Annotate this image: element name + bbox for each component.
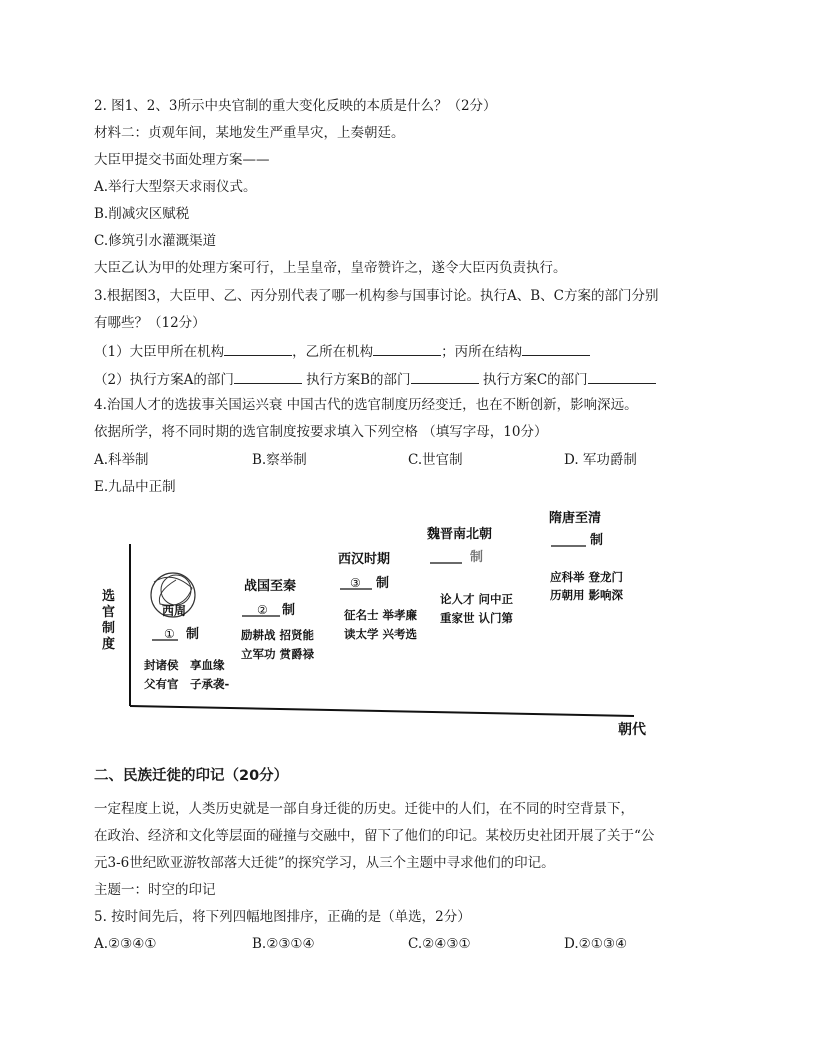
answer-blank[interactable] [411,369,479,384]
selection-system-figure [94,500,664,745]
stage-xihan [338,551,418,641]
stage-number: ① [164,627,175,641]
stage-suffix: 制 [376,576,390,591]
y-axis-label-3: 制 [102,621,116,636]
stage-number: ② [257,603,268,617]
stage-note: 征名士 举孝廉 [344,608,418,622]
sub1-part3: ；丙所在结构 [441,344,523,360]
q4-option-b: B.察举制 [252,452,307,468]
stage-zhanguo-qin [241,578,315,661]
stage-period: 西汉时期 [338,552,391,567]
question-3-sub1 [94,341,590,361]
answer-blank[interactable] [224,341,292,356]
answer-blank[interactable] [234,369,302,384]
x-axis [130,706,634,716]
stage-note: 读太学 兴考选 [344,627,418,641]
question-4-line2: 依据所学，将不同时期的选官制度按要求填入下列空格 （填写字母，10分） [94,424,548,440]
section-2-paragraph-3: 元3-6世纪欧亚游牧部落大迁徙”的探究学习，从三个主题中寻求他们的印记。 [94,855,555,871]
theme-1-title: 主题一：时空的印记 [94,882,216,898]
stage-period: 隋唐至清 [549,511,602,526]
plan-b: B.削减灾区赋税 [94,206,190,222]
q4-option-e: E.九品中正制 [94,479,176,495]
section-2-title: 二、民族迁徙的印记（20分） [94,768,289,784]
stage-period: 西周 [162,604,187,618]
y-axis-label-4: 度 [102,637,116,652]
stage-note: 重家世 认门第 [440,611,514,625]
stage-note: 立军功 赏爵禄 [241,647,315,661]
plan-c: C.修筑引水灌溉渠道 [94,233,217,249]
y-axis-label-2: 官 [102,605,116,620]
sub1-part1: （1）大臣甲所在机构 [94,344,225,360]
sub2-part3: 执行方案C的部门 [478,372,588,388]
minister-a-text: 大臣甲提交书面处理方案—— [94,152,270,168]
q5-option-d: D.②①③④ [564,936,628,952]
stage-note: 论人才 问中正 [440,592,514,606]
stage-number: ③ [350,576,361,590]
answer-blank[interactable] [588,369,656,384]
q4-option-d: D. 军功爵制 [564,452,637,468]
y-axis-label-1: 选 [102,589,116,604]
question-4-line1: 4.治国人才的选拔事关国运兴衰 中国古代的选官制度历经变迁，也在不断创新，影响深远。 [94,397,638,413]
stage-note: 封诸侯 享血缘 [144,658,225,672]
question-5: 5. 按时间先后，将下列四幅地图排序，正确的是（单选，2分） [94,909,471,925]
q4-option-a: A.科举制 [94,452,149,468]
scribble-mark [161,575,191,605]
stage-suffix: 制 [590,533,604,548]
stage-period: 战国至秦 [244,579,297,594]
stage-note: 应科举 登龙门 [550,570,624,584]
stage-note: 励耕战 招贤能 [241,628,315,642]
minister-b-text: 大臣乙认为甲的处理方案可行，上呈皇帝，皇帝赞许之，遂令大臣丙负责执行。 [94,260,567,276]
stage-note: 父有官 子承袭- [144,677,230,691]
stage-suffix: 制 [186,627,200,642]
stage-period: 魏晋南北朝 [427,527,493,542]
stage-suitang-qing [549,510,624,602]
stage-xizhou [144,573,229,691]
stage-suffix: 制 [282,603,296,618]
question-3-sub2 [94,369,656,389]
q5-option-b: B.②③①④ [252,936,315,952]
q4-option-c: C.世官制 [408,452,463,468]
sub1-part2: ，乙所在机构 [292,344,374,360]
question-3-line1: 3.根据图3，大臣甲、乙、丙分别代表了哪一机构参与国事讨论。执行A、B、C方案的部门分别 [94,288,659,304]
material-2: 材料二：贞观年间，某地发生严重旱灾，上奏朝廷。 [94,125,405,141]
stage-note: 历朝用 影响深 [550,588,624,602]
answer-blank[interactable] [373,341,441,356]
question-3-line2: 有哪些？（12分） [94,315,206,331]
x-axis-label: 朝代 [618,722,646,738]
sub2-part2: 执行方案B的部门 [301,372,411,388]
stage-weijin [427,526,514,625]
sub2-part1: （2）执行方案A的部门 [94,372,234,388]
stage-suffix: 制 [470,550,484,565]
question-2: 2. 图1、2、3所示中央官制的重大变化反映的本质是什么？（2分） [94,98,497,114]
section-2-paragraph-2: 在政治、经济和文化等层面的碰撞与交融中，留下了他们的印记。某校历史社团开展了关于“公 [94,828,655,844]
q5-option-a: A.②③④① [94,936,157,952]
answer-blank[interactable] [522,341,590,356]
plan-a: A.举行大型祭天求雨仪式。 [94,179,257,195]
q5-option-c: C.②④③① [408,936,471,952]
section-2-paragraph-1: 一定程度上说，人类历史就是一部自身迁徙的历史。迁徙中的人们，在不同的时空背景下， [94,801,634,817]
